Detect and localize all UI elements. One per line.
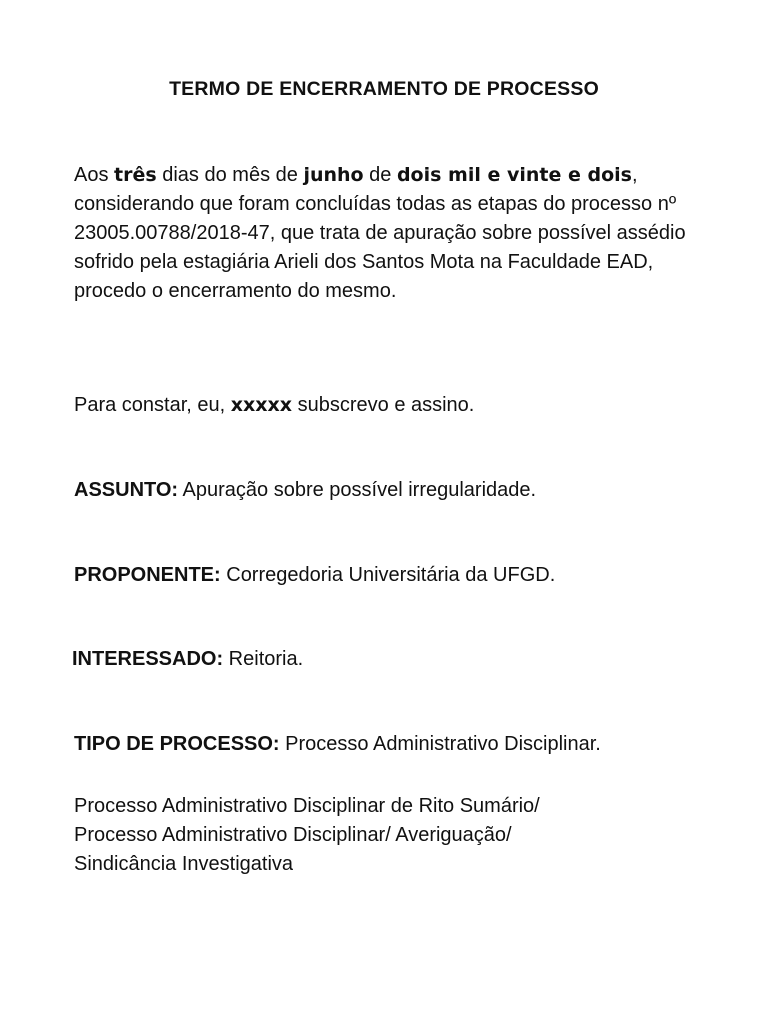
field-interessado bbox=[72, 645, 303, 674]
text: dias do mês de bbox=[156, 164, 304, 186]
field-value: Processo Administrativo Disciplinar. bbox=[279, 733, 601, 755]
field-tipo-processo bbox=[74, 730, 601, 759]
list-item: Processo Administrativo Disciplinar/ Averiguação/ bbox=[74, 824, 512, 846]
signature-paragraph bbox=[74, 391, 714, 420]
closing-paragraph bbox=[74, 161, 714, 306]
field-label: ASSUNTO: bbox=[74, 479, 179, 501]
text: Aos bbox=[74, 164, 115, 186]
text: de bbox=[363, 164, 397, 186]
field-proponente bbox=[74, 561, 555, 590]
document-title: TERMO DE ENCERRAMENTO DE PROCESSO bbox=[169, 78, 599, 100]
field-label: PROPONENTE: bbox=[74, 564, 221, 586]
signer-name: xxxxx bbox=[230, 394, 293, 416]
text: Para constar, eu, bbox=[74, 394, 231, 416]
list-item: Sindicância Investigativa bbox=[74, 853, 294, 875]
process-types-list bbox=[74, 792, 714, 879]
field-assunto bbox=[74, 476, 536, 505]
day-value: três bbox=[114, 164, 157, 186]
month-value: junho bbox=[303, 164, 364, 186]
field-value: Reitoria. bbox=[223, 648, 304, 670]
list-item: Processo Administrativo Disciplinar de Rito Sumário/ bbox=[74, 795, 540, 817]
year-value: dois mil e vinte e dois bbox=[396, 164, 632, 186]
text: , considerando que foram concluídas todas as etapas do processo nº 23005.00788/2018-47, que trata de apuração sobre possível assédio sofrido pela estagiária Arieli dos Santos Mota na Faculdade EAD, procedo o encerramento do mesmo. bbox=[74, 164, 686, 302]
field-value: Corregedoria Universitária da UFGD. bbox=[220, 564, 556, 586]
field-label: INTERESSADO: bbox=[72, 648, 224, 670]
text: subscrevo e assino. bbox=[292, 394, 475, 416]
field-label: TIPO DE PROCESSO: bbox=[74, 733, 280, 755]
field-value: Apuração sobre possível irregularidade. bbox=[178, 479, 537, 501]
